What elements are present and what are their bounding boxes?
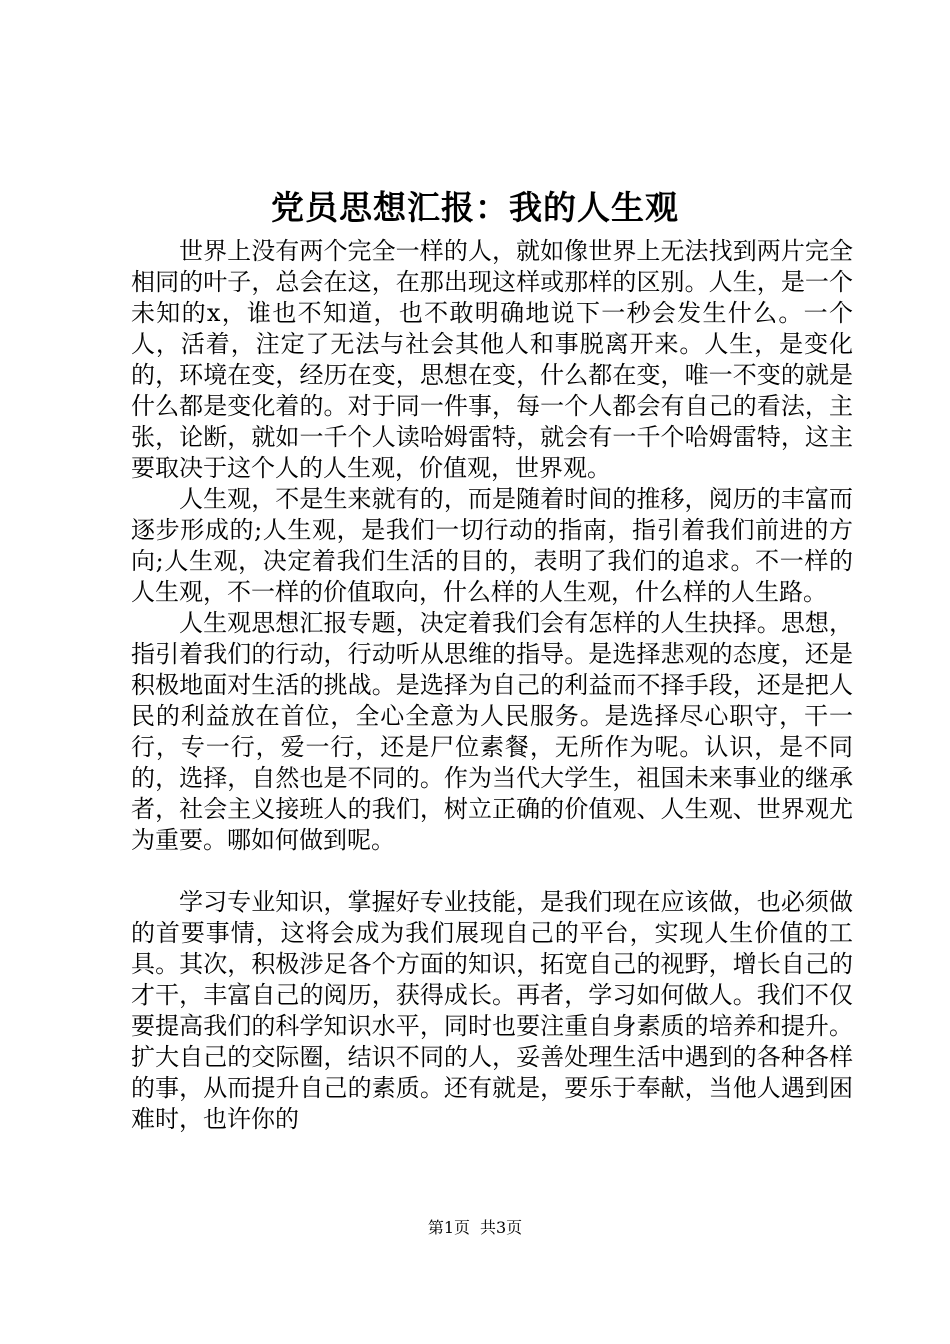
page-number-total: 共3页	[480, 1218, 523, 1237]
page-number-current: 第1页	[427, 1218, 470, 1237]
paragraph-3: 人生观思想汇报专题，决定着我们会有怎样的人生抉择。思想，指引着我们的行动，行动听从思维的指导。是选择悲观的态度，还是积极地面对生活的挑战。是选择为自己的利益而不择手段，还是把人民的利益放在首位，全心全意为人民服务。是选择尽心职守，干一行，专一行，爱一行，还是尸位素餐，无所作为呢。认识，是不同的，选择，自然也是不同的。作为当代大学生，祖国未来事业的继承者，社会主义接班人的我们，树立正确的价值观、人生观、世界观尤为重要。哪如何做到呢。	[131, 609, 853, 854]
document-body	[131, 236, 853, 1135]
paragraph-4: 学习专业知识，掌握好专业技能，是我们现在应该做，也必须做的首要事情，这将会成为我们展现自己的平台，实现人生价值的工具。其次，积极涉足各个方面的知识，拓宽自己的视野，增长自己的才干，丰富自己的阅历，获得成长。再者，学习如何做人。我们不仅要提高我们的科学知识水平，同时也要注重自身素质的培养和提升。扩大自己的交际圈，结识不同的人，妥善处理生活中遇到的各种各样的事，从而提升自己的素质。还有就是，要乐于奉献，当他人遇到困难时，也许你的	[131, 888, 853, 1133]
paragraph-1: 世界上没有两个完全一样的人，就如像世界上无法找到两片完全相同的叶子，总会在这，在那出现这样或那样的区别。人生，是一个未知的x，谁也不知道，也不敢明确地说下一秒会发生什么。一个人，活着，注定了无法与社会其他人和事脱离开来。人生，是变化的，环境在变，经历在变，思想在变，什么都在变，唯一不变的就是什么都是变化着的。对于同一件事，每一个人都会有自己的看法，主张，论断，就如一千个人读哈姆雷特，就会有一千个哈姆雷特，这主要取决于这个人的人生观，价值观，世界观。	[131, 237, 853, 482]
page-footer	[0, 1217, 950, 1239]
paragraph-2: 人生观，不是生来就有的，而是随着时间的推移，阅历的丰富而逐步形成的;人生观，是我们一切行动的指南，指引着我们前进的方向;人生观，决定着我们生活的目的，表明了我们的追求。不一样的人生观，不一样的价值取向，什么样的人生观，什么样的人生路。	[131, 485, 853, 606]
document-title: 党员思想汇报：我的人生观	[271, 188, 679, 227]
